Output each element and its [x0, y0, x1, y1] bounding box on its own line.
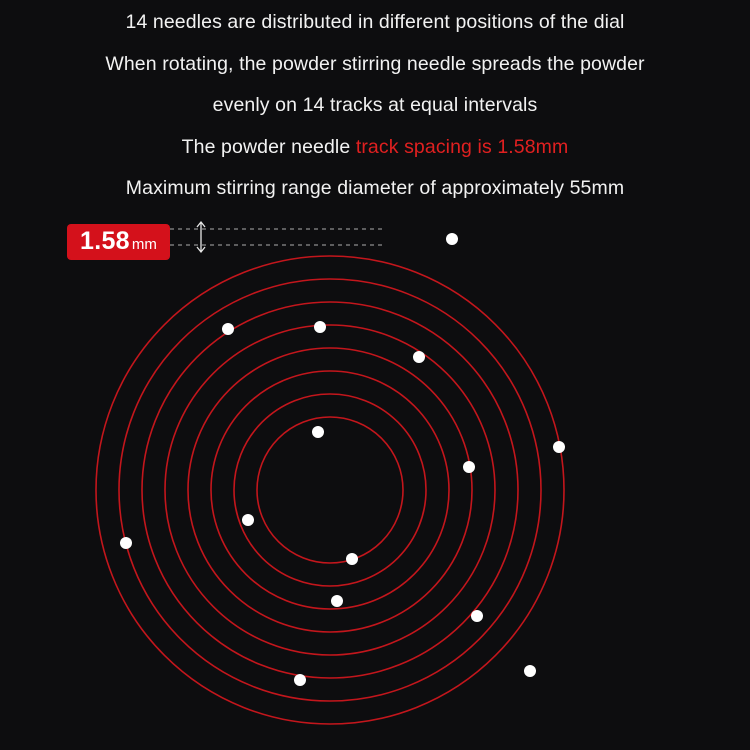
track-ring-1 — [257, 417, 403, 563]
description-line-5: Maximum stirring range diameter of approximately 55mm — [125, 177, 625, 199]
ring-group — [96, 256, 564, 724]
track-ring-2 — [234, 394, 426, 586]
track-ring-3 — [211, 371, 449, 609]
needle-track-diagram — [0, 205, 750, 750]
needle-dot — [524, 665, 536, 677]
description-line-1: 14 needles are distributed in different positions of the dial — [125, 11, 625, 33]
needle-dot — [120, 537, 132, 549]
description-line-4-prefix: The powder needle — [181, 135, 356, 158]
track-ring-4 — [188, 348, 472, 632]
track-ring-5 — [165, 325, 495, 655]
track-spacing-callout — [68, 225, 169, 259]
description-line-4-highlight: track spacing is 1.58mm — [355, 135, 569, 158]
measurement-arrow — [197, 222, 205, 252]
needle-dot — [463, 461, 475, 473]
description-line-3: evenly on 14 tracks at equal intervals — [212, 94, 538, 116]
needle-dot — [222, 323, 234, 335]
needle-dot — [242, 514, 254, 526]
needle-dot — [331, 595, 343, 607]
needle-dot — [314, 321, 326, 333]
needle-dot — [346, 553, 358, 565]
track-ring-6 — [142, 302, 518, 678]
needle-dot — [471, 610, 483, 622]
needle-dot — [413, 351, 425, 363]
callout-unit: mm — [131, 236, 157, 253]
needle-dot — [312, 426, 324, 438]
description-line-4 — [0, 127, 750, 169]
needle-dot — [294, 674, 306, 686]
track-ring-8 — [96, 256, 564, 724]
description-line-2: When rotating, the powder stirring needle spreads the powder — [105, 52, 645, 75]
track-ring-7 — [119, 279, 541, 701]
needle-dot — [446, 233, 458, 245]
description-text — [0, 0, 750, 210]
needle-dot — [553, 441, 565, 453]
callout-value: 1.58 — [80, 227, 130, 255]
